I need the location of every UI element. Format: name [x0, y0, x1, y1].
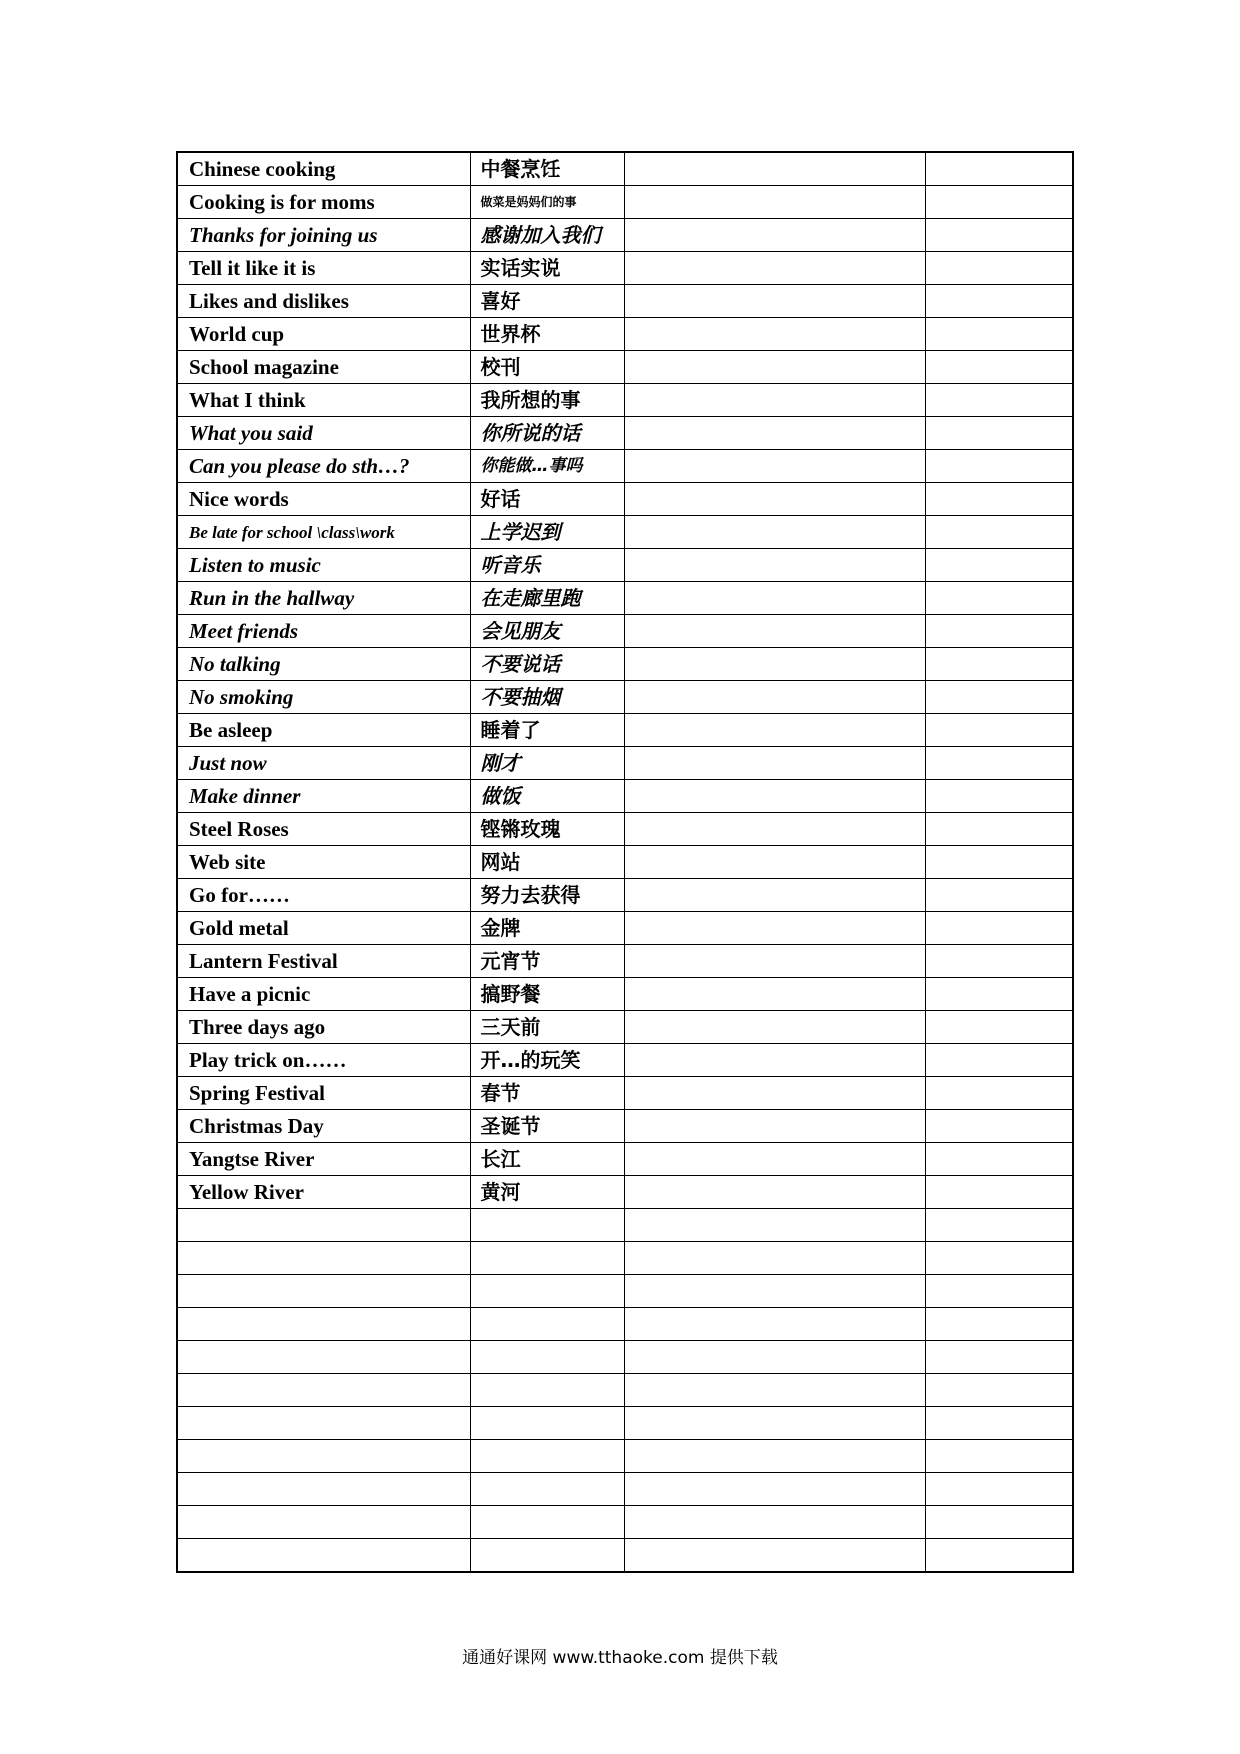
english-phrase-cell	[177, 1407, 470, 1440]
chinese-translation-cell	[470, 1275, 624, 1308]
blank-notes-cell	[624, 549, 925, 582]
english-phrase-cell	[177, 1341, 470, 1374]
blank-notes-cell	[624, 384, 925, 417]
english-phrase-cell	[177, 1275, 470, 1308]
blank-notes-cell	[624, 1407, 925, 1440]
blank-notes-cell	[624, 1176, 925, 1209]
blank-notes-cell	[624, 152, 925, 186]
chinese-translation-cell: 睡着了	[470, 714, 624, 747]
blank-notes-cell	[624, 417, 925, 450]
table-row	[177, 549, 1073, 582]
blank-check-cell	[925, 1011, 1073, 1044]
table-row	[177, 417, 1073, 450]
blank-check-cell	[925, 714, 1073, 747]
blank-check-cell	[925, 1539, 1073, 1573]
blank-notes-cell	[624, 516, 925, 549]
chinese-translation-cell	[470, 1374, 624, 1407]
blank-notes-cell	[624, 1275, 925, 1308]
blank-check-cell	[925, 186, 1073, 219]
blank-check-cell	[925, 285, 1073, 318]
blank-notes-cell	[624, 1242, 925, 1275]
chinese-translation-cell: 好话	[470, 483, 624, 516]
english-phrase-cell	[177, 1440, 470, 1473]
english-phrase-cell: Yellow River	[177, 1176, 470, 1209]
blank-check-cell	[925, 1374, 1073, 1407]
chinese-translation-cell: 春节	[470, 1077, 624, 1110]
chinese-translation-cell	[470, 1506, 624, 1539]
blank-check-cell	[925, 1077, 1073, 1110]
english-phrase-cell: No talking	[177, 648, 470, 681]
chinese-translation-cell: 元宵节	[470, 945, 624, 978]
chinese-translation-cell: 会见朋友	[470, 615, 624, 648]
blank-check-cell	[925, 879, 1073, 912]
blank-notes-cell	[624, 318, 925, 351]
table-row	[177, 747, 1073, 780]
blank-check-cell	[925, 1407, 1073, 1440]
blank-notes-cell	[624, 1506, 925, 1539]
chinese-translation-cell: 世界杯	[470, 318, 624, 351]
blank-check-cell	[925, 1209, 1073, 1242]
blank-check-cell	[925, 1440, 1073, 1473]
table-row	[177, 252, 1073, 285]
blank-check-cell	[925, 1044, 1073, 1077]
english-phrase-cell: Meet friends	[177, 615, 470, 648]
blank-notes-cell	[624, 1341, 925, 1374]
english-phrase-cell: Thanks for joining us	[177, 219, 470, 252]
blank-notes-cell	[624, 1110, 925, 1143]
english-phrase-cell: Likes and dislikes	[177, 285, 470, 318]
blank-check-cell	[925, 351, 1073, 384]
blank-notes-cell	[624, 1044, 925, 1077]
table-row	[177, 681, 1073, 714]
english-phrase-cell: Just now	[177, 747, 470, 780]
chinese-translation-cell: 实话实说	[470, 252, 624, 285]
english-phrase-cell: Christmas Day	[177, 1110, 470, 1143]
english-phrase-cell: Make dinner	[177, 780, 470, 813]
english-phrase-cell: What I think	[177, 384, 470, 417]
english-phrase-cell	[177, 1473, 470, 1506]
chinese-translation-cell: 感谢加入我们	[470, 219, 624, 252]
table-row	[177, 615, 1073, 648]
table-row	[177, 648, 1073, 681]
blank-check-cell	[925, 1473, 1073, 1506]
blank-check-cell	[925, 1110, 1073, 1143]
blank-check-cell	[925, 1308, 1073, 1341]
vocabulary-table-body	[177, 152, 1073, 1572]
blank-notes-cell	[624, 1308, 925, 1341]
blank-notes-cell	[624, 1209, 925, 1242]
blank-check-cell	[925, 417, 1073, 450]
chinese-translation-cell: 做饭	[470, 780, 624, 813]
blank-check-cell	[925, 1506, 1073, 1539]
blank-check-cell	[925, 450, 1073, 483]
english-phrase-cell: Web site	[177, 846, 470, 879]
chinese-translation-cell: 网站	[470, 846, 624, 879]
english-phrase-cell: Lantern Festival	[177, 945, 470, 978]
table-row	[177, 780, 1073, 813]
table-row	[177, 1473, 1073, 1506]
chinese-translation-cell	[470, 1341, 624, 1374]
table-row	[177, 1110, 1073, 1143]
table-row	[177, 152, 1073, 186]
blank-check-cell	[925, 615, 1073, 648]
table-row	[177, 912, 1073, 945]
blank-notes-cell	[624, 714, 925, 747]
chinese-translation-cell: 你能做…事吗	[470, 450, 624, 483]
blank-check-cell	[925, 549, 1073, 582]
english-phrase-cell	[177, 1506, 470, 1539]
table-row	[177, 582, 1073, 615]
chinese-translation-cell: 校刊	[470, 351, 624, 384]
chinese-translation-cell: 不要说话	[470, 648, 624, 681]
blank-notes-cell	[624, 945, 925, 978]
chinese-translation-cell: 不要抽烟	[470, 681, 624, 714]
blank-check-cell	[925, 483, 1073, 516]
blank-check-cell	[925, 219, 1073, 252]
english-phrase-cell: Be late for school \class\work	[177, 516, 470, 549]
chinese-translation-cell: 搞野餐	[470, 978, 624, 1011]
table-row	[177, 846, 1073, 879]
blank-notes-cell	[624, 615, 925, 648]
table-row	[177, 516, 1073, 549]
blank-check-cell	[925, 846, 1073, 879]
chinese-translation-cell	[470, 1440, 624, 1473]
table-row	[177, 945, 1073, 978]
table-row	[177, 1341, 1073, 1374]
table-row	[177, 978, 1073, 1011]
table-row	[177, 1044, 1073, 1077]
table-row	[177, 483, 1073, 516]
chinese-translation-cell: 长江	[470, 1143, 624, 1176]
table-row	[177, 384, 1073, 417]
chinese-translation-cell: 金牌	[470, 912, 624, 945]
english-phrase-cell: Steel Roses	[177, 813, 470, 846]
english-phrase-cell: World cup	[177, 318, 470, 351]
english-phrase-cell: Chinese cooking	[177, 152, 470, 186]
blank-notes-cell	[624, 1473, 925, 1506]
english-phrase-cell: Go for……	[177, 879, 470, 912]
vocabulary-table	[176, 151, 1074, 1573]
blank-notes-cell	[624, 252, 925, 285]
chinese-translation-cell: 铿锵玫瑰	[470, 813, 624, 846]
english-phrase-cell	[177, 1242, 470, 1275]
blank-notes-cell	[624, 912, 925, 945]
table-row	[177, 1077, 1073, 1110]
blank-check-cell	[925, 780, 1073, 813]
english-phrase-cell: Listen to music	[177, 549, 470, 582]
chinese-translation-cell	[470, 1473, 624, 1506]
table-row	[177, 351, 1073, 384]
english-phrase-cell: Three days ago	[177, 1011, 470, 1044]
chinese-translation-cell: 我所想的事	[470, 384, 624, 417]
english-phrase-cell: Run in the hallway	[177, 582, 470, 615]
blank-notes-cell	[624, 483, 925, 516]
blank-notes-cell	[624, 351, 925, 384]
blank-notes-cell	[624, 648, 925, 681]
blank-notes-cell	[624, 1077, 925, 1110]
english-phrase-cell: Have a picnic	[177, 978, 470, 1011]
chinese-translation-cell	[470, 1308, 624, 1341]
blank-check-cell	[925, 384, 1073, 417]
table-row	[177, 1242, 1073, 1275]
blank-check-cell	[925, 1341, 1073, 1374]
english-phrase-cell: What you said	[177, 417, 470, 450]
chinese-translation-cell: 圣诞节	[470, 1110, 624, 1143]
blank-notes-cell	[624, 1011, 925, 1044]
chinese-translation-cell: 三天前	[470, 1011, 624, 1044]
table-row	[177, 1209, 1073, 1242]
english-phrase-cell: Spring Festival	[177, 1077, 470, 1110]
table-row	[177, 1407, 1073, 1440]
chinese-translation-cell: 喜好	[470, 285, 624, 318]
blank-notes-cell	[624, 1143, 925, 1176]
blank-check-cell	[925, 252, 1073, 285]
table-row	[177, 186, 1073, 219]
english-phrase-cell: Tell it like it is	[177, 252, 470, 285]
chinese-translation-cell	[470, 1407, 624, 1440]
blank-check-cell	[925, 582, 1073, 615]
blank-notes-cell	[624, 582, 925, 615]
english-phrase-cell	[177, 1374, 470, 1407]
english-phrase-cell	[177, 1539, 470, 1573]
blank-check-cell	[925, 516, 1073, 549]
blank-check-cell	[925, 648, 1073, 681]
blank-notes-cell	[624, 285, 925, 318]
blank-notes-cell	[624, 846, 925, 879]
blank-notes-cell	[624, 780, 925, 813]
chinese-translation-cell: 努力去获得	[470, 879, 624, 912]
chinese-translation-cell	[470, 1539, 624, 1573]
table-row	[177, 1308, 1073, 1341]
english-phrase-cell: Can you please do sth…?	[177, 450, 470, 483]
table-row	[177, 285, 1073, 318]
table-row	[177, 714, 1073, 747]
table-row	[177, 1374, 1073, 1407]
chinese-translation-cell: 听音乐	[470, 549, 624, 582]
table-row	[177, 1143, 1073, 1176]
table-row	[177, 1440, 1073, 1473]
blank-check-cell	[925, 747, 1073, 780]
blank-check-cell	[925, 1176, 1073, 1209]
blank-notes-cell	[624, 1374, 925, 1407]
blank-notes-cell	[624, 978, 925, 1011]
table-row	[177, 1506, 1073, 1539]
english-phrase-cell: School magazine	[177, 351, 470, 384]
page-footer: 通通好课网 www.tthaoke.com 提供下载	[462, 1648, 778, 1668]
chinese-translation-cell: 中餐烹饪	[470, 152, 624, 186]
blank-check-cell	[925, 813, 1073, 846]
blank-check-cell	[925, 945, 1073, 978]
blank-notes-cell	[624, 879, 925, 912]
table-row	[177, 879, 1073, 912]
blank-check-cell	[925, 152, 1073, 186]
blank-notes-cell	[624, 186, 925, 219]
chinese-translation-cell: 刚才	[470, 747, 624, 780]
table-row	[177, 318, 1073, 351]
chinese-translation-cell: 你所说的话	[470, 417, 624, 450]
english-phrase-cell: No smoking	[177, 681, 470, 714]
english-phrase-cell: Yangtse River	[177, 1143, 470, 1176]
english-phrase-cell	[177, 1209, 470, 1242]
english-phrase-cell: Be asleep	[177, 714, 470, 747]
table-row	[177, 219, 1073, 252]
blank-check-cell	[925, 912, 1073, 945]
table-row	[177, 1011, 1073, 1044]
blank-notes-cell	[624, 1539, 925, 1573]
table-row	[177, 813, 1073, 846]
chinese-translation-cell: 开…的玩笑	[470, 1044, 624, 1077]
english-phrase-cell: Gold metal	[177, 912, 470, 945]
chinese-translation-cell	[470, 1242, 624, 1275]
chinese-translation-cell	[470, 1209, 624, 1242]
blank-notes-cell	[624, 450, 925, 483]
chinese-translation-cell: 黄河	[470, 1176, 624, 1209]
blank-notes-cell	[624, 747, 925, 780]
blank-check-cell	[925, 318, 1073, 351]
blank-notes-cell	[624, 813, 925, 846]
english-phrase-cell: Play trick on……	[177, 1044, 470, 1077]
table-row	[177, 1275, 1073, 1308]
table-row	[177, 1539, 1073, 1573]
english-phrase-cell	[177, 1308, 470, 1341]
blank-check-cell	[925, 978, 1073, 1011]
table-row	[177, 450, 1073, 483]
english-phrase-cell: Cooking is for moms	[177, 186, 470, 219]
chinese-translation-cell: 上学迟到	[470, 516, 624, 549]
blank-check-cell	[925, 681, 1073, 714]
blank-check-cell	[925, 1242, 1073, 1275]
blank-notes-cell	[624, 1440, 925, 1473]
table-row	[177, 1176, 1073, 1209]
chinese-translation-cell: 做菜是妈妈们的事	[470, 186, 624, 219]
blank-notes-cell	[624, 681, 925, 714]
blank-check-cell	[925, 1143, 1073, 1176]
blank-check-cell	[925, 1275, 1073, 1308]
blank-notes-cell	[624, 219, 925, 252]
chinese-translation-cell: 在走廊里跑	[470, 582, 624, 615]
english-phrase-cell: Nice words	[177, 483, 470, 516]
